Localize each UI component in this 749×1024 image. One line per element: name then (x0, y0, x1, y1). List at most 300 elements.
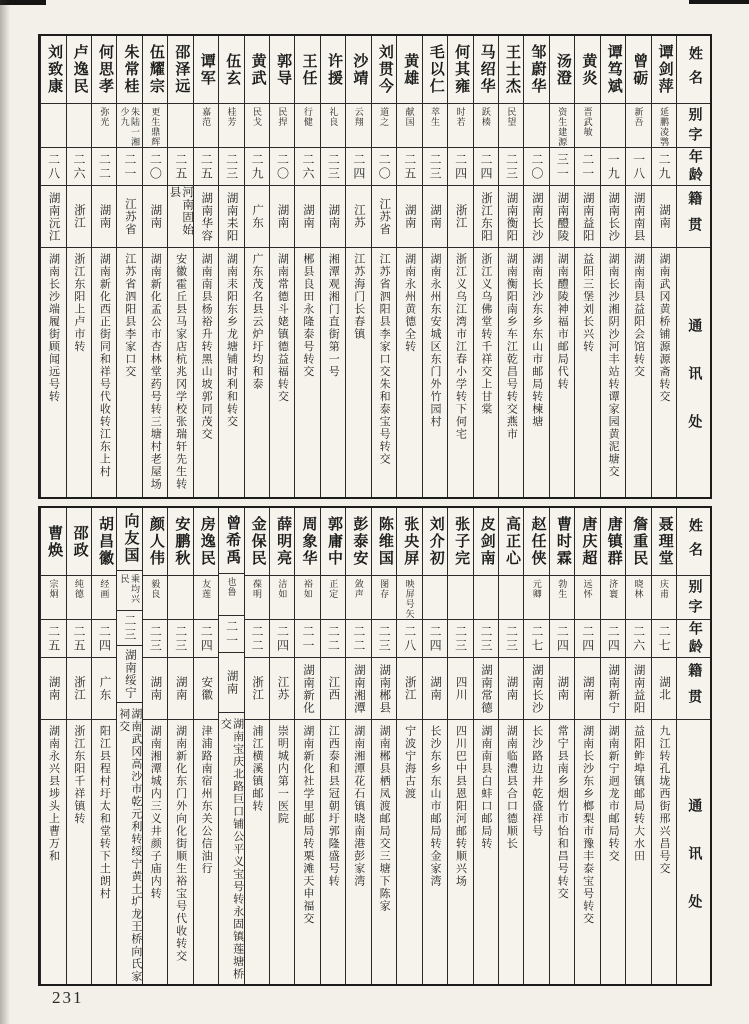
person-name-cell (423, 36, 447, 104)
person-name-cell (270, 36, 294, 104)
person-alias-text: 资生建源 (557, 107, 568, 147)
person-origin-text: 湖南绥宁 (123, 649, 136, 700)
person-alias-cell (575, 576, 599, 620)
header-name-cell (677, 508, 710, 576)
person-contact-cell (321, 720, 345, 984)
person-contact-text: 安徽霍丘县马家店杭兆冈学校张瑞轩先生转 (174, 253, 187, 491)
person-name-cell (397, 508, 421, 576)
person-contact-cell (67, 720, 91, 984)
header-alias-cell (677, 576, 710, 620)
person-contact-text: 津浦路南宿州东关公信油行 (200, 725, 213, 875)
person-age-text: 二五 (72, 624, 87, 653)
person-contact-cell (168, 248, 192, 497)
person-name-text: 向友国 (122, 513, 139, 565)
person-name-text: 许援 (325, 52, 342, 87)
person-origin-text: 湖南长沙 (530, 191, 543, 242)
person-origin-text: 江苏 (276, 676, 289, 701)
person-origin-text: 江苏省 (378, 197, 391, 236)
person-age-text: 二五 (46, 624, 61, 653)
person-contact-text: 湖南新化西正街同和祥号代收转江东上村 (98, 253, 111, 478)
person-origin-cell (143, 186, 167, 248)
person-age-text: 二三 (173, 624, 188, 653)
person-name-cell (575, 36, 599, 104)
person-column (167, 508, 192, 984)
person-alias-cell (601, 104, 625, 148)
person-age-text: 二六 (631, 624, 646, 653)
header-name-text: 姓名 (686, 45, 702, 94)
person-column (116, 508, 141, 984)
person-name-cell (423, 508, 447, 576)
person-name-cell (499, 36, 523, 104)
person-contact-text: 湖南长沙东乡东山市邮局转楝塘 (530, 253, 543, 428)
person-origin-cell (245, 658, 269, 720)
person-age-cell (117, 611, 141, 646)
header-name-cell (677, 36, 710, 104)
person-name-cell (346, 36, 370, 104)
person-origin-text: 湖南 (581, 676, 594, 701)
person-age-text: 二四 (606, 624, 621, 653)
person-name-text: 王任 (300, 52, 317, 87)
person-age-cell (372, 148, 396, 186)
header-age-text: 年龄 (686, 620, 702, 657)
person-name-text: 金保民 (249, 516, 266, 567)
person-contact-cell (423, 720, 447, 984)
person-contact-text: 浙江义乌江湾市江春小学转下何宅 (454, 253, 467, 441)
header-name-text: 姓名 (686, 517, 702, 566)
person-age-text: 二二 (250, 624, 265, 653)
person-name-text: 安鹏秋 (173, 516, 190, 567)
person-age-text: 二八 (402, 624, 417, 653)
person-origin-text: 湖南醴陵 (556, 191, 569, 242)
person-age-text: 二三 (122, 614, 137, 643)
person-alias-text: 更生鼎辉 (150, 107, 161, 147)
person-name-cell (575, 508, 599, 576)
person-name-text: 詹重民 (631, 516, 648, 567)
person-age-text: 二四 (428, 624, 443, 653)
person-origin-text: 江西 (327, 676, 340, 701)
person-alias-text: 庆甫 (658, 579, 669, 599)
person-name-text: 聂理堂 (656, 516, 673, 567)
person-column (91, 36, 116, 497)
person-name-cell (168, 36, 192, 104)
person-alias-cell (321, 576, 345, 620)
person-name-text: 周象华 (300, 516, 317, 567)
person-contact-text: 崇明城内第一医院 (276, 725, 289, 825)
person-contact-text: 益阳鲊埠镇邮局转大水田 (632, 725, 645, 863)
person-contact-text: 湖南南县白蚌口邮局转 (479, 725, 492, 850)
person-origin-cell (524, 186, 548, 248)
person-name-cell (143, 508, 167, 576)
person-name-cell (117, 36, 141, 104)
person-origin-cell (448, 658, 472, 720)
person-origin-text: 浙江 (403, 676, 416, 701)
person-origin-cell (601, 658, 625, 720)
person-origin-cell (168, 186, 192, 248)
person-column (269, 508, 294, 984)
person-alias-text: 弥光 (99, 107, 110, 127)
person-age-text: 三一 (555, 152, 570, 181)
person-age-text: 二四 (351, 152, 366, 181)
person-age-cell (423, 620, 447, 658)
person-contact-cell (601, 720, 625, 984)
person-column (320, 508, 345, 984)
person-origin-cell (67, 186, 91, 248)
person-age-cell (423, 148, 447, 186)
person-column (371, 508, 396, 984)
person-alias-text: 桂芳 (226, 107, 237, 127)
person-name-cell (270, 508, 294, 576)
person-name-text: 曾希禹 (224, 514, 241, 566)
person-name-text: 马绍华 (478, 44, 495, 95)
person-origin-cell (397, 658, 421, 720)
person-contact-text: 湖南新化孟公市杏林堂药号转三塘村老屋场 (149, 253, 162, 491)
person-age-cell (601, 148, 625, 186)
person-column (422, 508, 447, 984)
person-contact-text: 湖南长沙东乡榔梨市豫丰泰宝号转交 (581, 725, 594, 925)
person-name-cell (219, 508, 243, 574)
header-contact-cell (677, 720, 710, 984)
header-contact-cell (677, 248, 710, 497)
person-origin-text: 广东 (98, 676, 111, 701)
person-age-cell (499, 620, 523, 658)
person-contact-cell (550, 720, 574, 984)
person-contact-cell (499, 248, 523, 497)
scan-edge-shadow (0, 0, 10, 1024)
person-age-cell (474, 148, 498, 186)
person-age-cell (219, 148, 243, 186)
person-column (193, 36, 218, 497)
person-age-text: 二七 (657, 624, 672, 653)
person-alias-text: 时若 (455, 107, 466, 127)
person-origin-text: 浙江 (73, 204, 86, 229)
person-contact-text: 湖南武冈高沙市乾元利转绥宁黄土圹龙王桥向氏家祠交 (117, 708, 142, 984)
person-name-text: 曾砺 (631, 52, 648, 87)
person-contact-cell (372, 248, 396, 497)
person-age-text: 一八 (631, 152, 646, 181)
person-contact-text: 湖南永州黄德全转 (403, 253, 416, 353)
person-alias-text: 友莲 (201, 579, 212, 599)
person-age-text: 二三 (148, 624, 163, 653)
person-age-cell (448, 620, 472, 658)
person-column (345, 36, 370, 497)
person-age-cell (270, 620, 294, 658)
header-origin-text: 籍贯 (686, 662, 702, 715)
person-alias-text: 朱陆一湘少九 (119, 107, 140, 147)
person-alias-cell (295, 576, 319, 620)
person-alias-text: 行健 (302, 107, 313, 127)
person-age-cell (499, 148, 523, 186)
person-column (218, 36, 243, 497)
person-alias-cell (524, 104, 548, 148)
person-origin-cell (346, 658, 370, 720)
person-age-cell (295, 620, 319, 658)
person-origin-text: 浙江东阳 (480, 191, 493, 242)
person-alias-cell (652, 576, 676, 620)
person-alias-text: 远怀 (582, 579, 593, 599)
person-origin-cell (601, 186, 625, 248)
person-name-text: 王士杰 (504, 44, 521, 95)
person-age-cell (270, 148, 294, 186)
directory-table-bottom (38, 506, 712, 986)
header-age-cell (677, 148, 710, 186)
person-name-cell (448, 36, 472, 104)
person-age-text: 二三 (224, 152, 239, 181)
person-contact-text: 湖南郴县栖凤渡邮局交三塘下陈家 (378, 725, 391, 913)
person-age-cell (524, 148, 548, 186)
person-age-cell (448, 148, 472, 186)
person-origin-text: 湖南 (403, 204, 416, 229)
person-alias-cell (194, 576, 218, 620)
person-age-text: 二二 (326, 624, 341, 653)
header-column (676, 36, 710, 497)
person-name-cell (143, 36, 167, 104)
person-origin-text: 湖南耒阳 (225, 191, 238, 242)
person-contact-text: 湖南耒阳东乡龙塘铺时利和转交 (225, 253, 238, 428)
person-name-text: 彭泰安 (351, 516, 368, 567)
person-alias-cell (270, 576, 294, 620)
person-contact-cell (117, 248, 141, 497)
directory-table-top (38, 34, 712, 499)
person-contact-cell (575, 720, 599, 984)
person-alias-text: 洁如 (277, 579, 288, 599)
person-alias-text: 民戈 (251, 107, 262, 127)
person-age-cell (245, 148, 269, 186)
person-origin-cell (270, 186, 294, 248)
person-column (116, 36, 141, 497)
person-column (167, 36, 192, 497)
person-alias-cell (448, 576, 472, 620)
person-column (371, 36, 396, 497)
person-origin-cell (143, 658, 167, 720)
person-column (91, 508, 116, 984)
header-age-cell (677, 620, 710, 658)
person-contact-cell (397, 248, 421, 497)
person-column (40, 36, 65, 497)
person-origin-text: 河南固始县 (168, 186, 193, 236)
person-contact-text: 湖南长沙端履街顾闻远号转 (47, 253, 60, 403)
person-contact-cell (448, 248, 472, 497)
person-origin-text: 浙江 (73, 676, 86, 701)
person-alias-cell (372, 104, 396, 148)
person-alias-text: 云翔 (353, 107, 364, 127)
person-contact-cell (524, 720, 548, 984)
person-name-text: 刘致康 (46, 44, 63, 95)
person-origin-cell (194, 186, 218, 248)
person-age-cell (524, 620, 548, 658)
person-column (142, 508, 167, 984)
person-age-cell (652, 148, 676, 186)
person-origin-text: 湖南 (98, 204, 111, 229)
person-age-cell (41, 620, 65, 658)
header-column (676, 508, 710, 984)
person-age-text: 二六 (300, 152, 315, 181)
person-origin-text: 湖南 (174, 676, 187, 701)
person-name-text: 张央屏 (402, 516, 419, 567)
person-contact-cell (397, 720, 421, 984)
header-contact-text: 通讯处 (686, 318, 702, 462)
person-origin-cell (474, 186, 498, 248)
person-alias-cell (499, 104, 523, 148)
person-age-cell (41, 148, 65, 186)
person-alias-cell (194, 104, 218, 148)
person-age-text: 二九 (250, 152, 265, 181)
person-origin-cell (499, 658, 523, 720)
person-column (498, 508, 523, 984)
person-age-cell (219, 616, 243, 653)
person-alias-text: 勃生 (557, 579, 568, 599)
person-contact-text: 湖南永兴县埗头上曹万和 (47, 725, 60, 863)
person-name-text: 谭军 (198, 52, 215, 87)
person-age-text: 二三 (453, 624, 468, 653)
person-name-cell (550, 508, 574, 576)
person-alias-text: 礼良 (328, 107, 339, 127)
person-contact-text: 湖南醴陵神福市邮局代转 (556, 253, 569, 391)
person-age-cell (626, 620, 650, 658)
person-column (498, 36, 523, 497)
person-contact-cell (346, 248, 370, 497)
person-alias-text: 萃生 (430, 107, 441, 127)
header-alias-cell (677, 104, 710, 148)
person-column (244, 508, 269, 984)
person-alias-cell (626, 104, 650, 148)
person-origin-text: 广东 (251, 204, 264, 229)
person-alias-text: 映屏号矢 (404, 579, 415, 619)
person-age-text: 二六 (72, 152, 87, 181)
person-origin-cell (474, 658, 498, 720)
person-origin-text: 湖南南县 (632, 191, 645, 242)
person-age-text: 二三 (428, 152, 443, 181)
person-age-cell (575, 148, 599, 186)
person-origin-cell (67, 658, 91, 720)
person-name-cell (219, 36, 243, 104)
person-contact-text: 湖南临澧县合口德顺长 (505, 725, 518, 850)
person-origin-text: 湖南常德 (480, 663, 493, 714)
person-contact-text: 湖南新化东门外向化街顺生裕宝号代收转交 (174, 725, 187, 963)
person-contact-cell (245, 720, 269, 984)
person-origin-cell (499, 186, 523, 248)
person-contact-text: 九江转孔垅西街邢兴昌号交 (657, 725, 670, 875)
person-age-text: 二五 (199, 152, 214, 181)
person-age-text: 二八 (46, 152, 61, 181)
person-name-cell (295, 508, 319, 576)
person-origin-cell (448, 186, 472, 248)
person-contact-cell (601, 248, 625, 497)
person-age-cell (295, 148, 319, 186)
person-column (142, 36, 167, 497)
person-origin-cell (245, 186, 269, 248)
person-age-text: 二五 (402, 152, 417, 181)
person-name-text: 唐庆超 (580, 516, 597, 567)
person-contact-text: 长沙路边井乾盛祥号 (530, 725, 543, 838)
person-age-cell (652, 620, 676, 658)
person-age-cell (397, 620, 421, 658)
person-name-text: 邹蔚华 (529, 44, 546, 95)
person-alias-cell (295, 104, 319, 148)
person-alias-text: 乘均兴民 (119, 573, 140, 604)
person-age-cell (626, 148, 650, 186)
person-alias-text: 民捍 (277, 107, 288, 127)
person-alias-cell (143, 576, 167, 620)
person-age-text: 二〇 (377, 152, 392, 181)
person-name-text: 沙靖 (351, 52, 368, 87)
person-origin-cell (117, 186, 141, 248)
person-alias-cell (626, 576, 650, 620)
header-age-text: 年龄 (686, 148, 702, 185)
person-origin-cell (550, 186, 574, 248)
person-age-cell (346, 148, 370, 186)
person-contact-cell (92, 720, 116, 984)
person-age-text: 二四 (199, 624, 214, 653)
person-age-cell (168, 620, 192, 658)
person-name-text: 曹时霖 (554, 516, 571, 567)
person-name-cell (652, 36, 676, 104)
person-name-text: 高正心 (504, 516, 521, 567)
person-contact-cell (194, 248, 218, 497)
person-name-cell (92, 36, 116, 104)
person-age-text: 二四 (580, 624, 595, 653)
person-column (294, 508, 319, 984)
person-contact-cell (219, 248, 243, 497)
person-alias-text: 图存 (379, 579, 390, 599)
person-age-text: 二一 (300, 624, 315, 653)
person-alias-text: 纯德 (73, 579, 84, 599)
person-name-text: 郭庸中 (325, 516, 342, 567)
person-contact-cell (652, 248, 676, 497)
person-alias-cell (474, 104, 498, 148)
person-origin-text: 浙江 (251, 676, 264, 701)
person-name-cell (321, 36, 345, 104)
person-name-text: 朱常桂 (122, 44, 139, 95)
person-contact-text: 宁波宁海古渡 (403, 725, 416, 800)
person-contact-text: 湘潭观湘门直街第一号 (327, 253, 340, 378)
person-age-cell (117, 148, 141, 186)
person-alias-cell (117, 104, 141, 148)
person-origin-cell (652, 186, 676, 248)
person-column (320, 36, 345, 497)
person-column (447, 36, 472, 497)
person-age-text: 二〇 (529, 152, 544, 181)
person-name-cell (474, 36, 498, 104)
person-origin-text: 湖南益阳 (581, 191, 594, 242)
person-column (193, 508, 218, 984)
person-age-text: 二四 (275, 624, 290, 653)
header-origin-cell (677, 658, 710, 720)
person-alias-cell (219, 574, 243, 617)
person-name-cell (194, 36, 218, 104)
person-name-cell (524, 508, 548, 576)
person-age-cell (67, 620, 91, 658)
person-name-text: 毛以仁 (427, 44, 444, 95)
person-column (473, 36, 498, 497)
person-origin-cell (41, 658, 65, 720)
person-age-cell (550, 620, 574, 658)
person-origin-text: 湖南 (149, 676, 162, 701)
person-origin-text: 湖南益阳 (632, 663, 645, 714)
person-origin-text: 湖北 (658, 676, 671, 701)
person-age-cell (143, 148, 167, 186)
person-name-cell (474, 508, 498, 576)
person-age-cell (194, 620, 218, 658)
person-alias-text: 跃楱 (480, 107, 491, 127)
person-origin-text: 湖南 (47, 676, 60, 701)
person-contact-text: 常宁县南乡烟竹市怡和昌号转交 (556, 725, 569, 900)
person-column (651, 508, 676, 984)
person-age-cell (397, 148, 421, 186)
person-origin-text: 湖南 (429, 676, 442, 701)
person-alias-text: 新吾 (633, 107, 644, 127)
person-age-cell (601, 620, 625, 658)
person-name-cell (92, 508, 116, 576)
